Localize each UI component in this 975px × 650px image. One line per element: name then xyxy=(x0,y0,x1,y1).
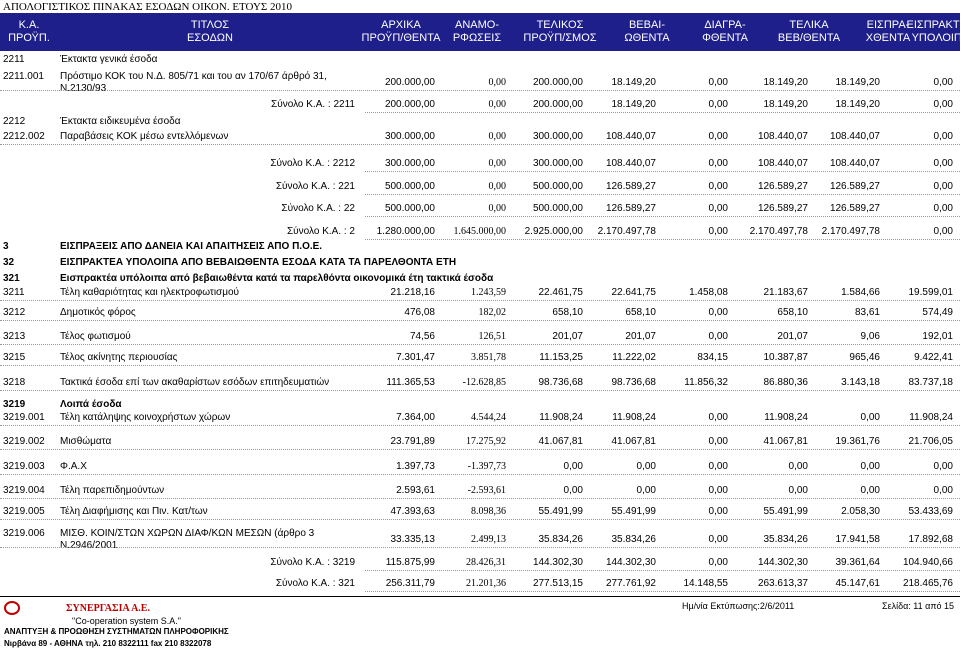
amount-cell: -12.628,85 xyxy=(462,377,506,388)
amount-cell: 218.465,76 xyxy=(902,578,953,589)
amount-cell: 18.149,20 xyxy=(611,99,656,110)
amount-cell: 35.834,26 xyxy=(611,534,656,545)
amount-cell: 201,07 xyxy=(777,331,808,342)
amount-cell: 11.222,02 xyxy=(612,352,656,363)
amount-cell: 0,00 xyxy=(708,181,728,192)
amount-cell: 47.393,63 xyxy=(390,506,435,517)
row-title: Έκτακτα γενικά έσοδα xyxy=(60,54,158,65)
row-divider xyxy=(0,474,960,475)
amount-cell: 0,00 xyxy=(933,461,953,472)
amount-cell: 17.941,58 xyxy=(835,534,880,545)
amount-cell: 28.426,31 xyxy=(466,557,506,568)
amount-cell: 45.147,61 xyxy=(835,578,880,589)
row-divider xyxy=(0,390,960,391)
row-title: Πρόστιμο ΚΟΚ του Ν.Δ. 805/71 και του αν 170/67 άρθρό 31, xyxy=(60,71,327,82)
row-divider xyxy=(0,344,960,345)
amount-cell: 574,49 xyxy=(922,307,953,318)
amount-cell: 0,00 xyxy=(708,307,728,318)
amount-cell: 21.183,67 xyxy=(763,287,808,298)
row-code: 2212.002 xyxy=(3,131,45,142)
amount-cell: 277.513,15 xyxy=(532,578,583,589)
amount-cell: 0,00 xyxy=(708,158,728,169)
amount-cell: 108.440,07 xyxy=(605,158,656,169)
subtotal-label: Σύνολο Κ.Α. : 3219 xyxy=(270,557,355,568)
row-code: 3219.001 xyxy=(3,412,45,423)
amount-cell: 0,00 xyxy=(788,461,808,472)
amount-cell: 4.544,24 xyxy=(471,412,506,423)
amount-cell: 0,00 xyxy=(708,99,728,110)
row-title: Παραβάσεις ΚΟΚ μέσω εντελλόμενων xyxy=(60,131,229,142)
company-address: Νιρβάνα 89 - ΑΘΗΝΑ τηλ. 210 8322111 fax 210 8322078 xyxy=(4,639,212,648)
amount-cell: 476,08 xyxy=(404,307,435,318)
amount-cell: 11.153,25 xyxy=(539,352,583,363)
amount-cell: 200.000,00 xyxy=(532,99,583,110)
amount-cell: 2.058,30 xyxy=(841,506,880,517)
column-header-2: ΤΙΤΛΟΣ ΕΣΟΔΩΝ xyxy=(187,19,233,44)
amount-cell: 23.791,89 xyxy=(390,436,435,447)
amount-cell: 11.856,32 xyxy=(684,377,728,388)
amount-cell: 144.302,30 xyxy=(605,557,656,568)
row-title-continued: Ν.2130/93 xyxy=(60,83,107,94)
company-tagline: ΑΝΑΠΤΥΞΗ & ΠΡΟΩΘΗΣΗ ΣΥΣΤΗΜΑΤΩΝ ΠΛΗΡΟΦΟΡΙΚΗΣ xyxy=(4,627,229,636)
amount-cell: 2.170.497,78 xyxy=(597,226,656,237)
amount-cell: 55.491,99 xyxy=(538,506,583,517)
amount-cell: 0,00 xyxy=(708,534,728,545)
row-divider xyxy=(0,300,960,301)
row-divider xyxy=(0,519,960,520)
row-code: 3219.005 xyxy=(3,506,45,517)
subtotal-label: Σύνολο Κ.Α. : 2212 xyxy=(270,158,355,169)
row-divider xyxy=(365,194,960,195)
column-header-6: ΒΕΒΑΙ- ΩΘΕΝΤΑ xyxy=(624,19,670,44)
amount-cell: 0,00 xyxy=(488,203,506,214)
amount-cell: 0,00 xyxy=(488,181,506,192)
amount-cell: 658,10 xyxy=(552,307,583,318)
subtotal-label: Σύνολο Κ.Α. : 221 xyxy=(275,181,355,192)
amount-cell: 126.589,27 xyxy=(829,203,880,214)
amount-cell: 0,00 xyxy=(563,461,583,472)
amount-cell: 201,07 xyxy=(552,331,583,342)
amount-cell: 83,61 xyxy=(854,307,880,318)
row-divider xyxy=(0,547,960,548)
amount-cell: 263.613,37 xyxy=(757,578,808,589)
amount-cell: 0,00 xyxy=(708,485,728,496)
row-title: Δημοτικός φόρος xyxy=(60,307,136,318)
column-header-4: ΑΝΑΜΟ- ΡΦΩΣΕΙΣ xyxy=(452,19,502,44)
amount-cell: 0,00 xyxy=(933,181,953,192)
amount-cell: 126.589,27 xyxy=(605,181,656,192)
amount-cell: 2.170.497,78 xyxy=(749,226,808,237)
amount-cell: 19.599,01 xyxy=(908,287,953,298)
row-title: ΜΙΣΘ. ΚΟΙΝ/ΣΤΩΝ ΧΩΡΩΝ ΔΙΑΦ/ΚΩΝ ΜΕΣΩΝ (άρθρο 3 xyxy=(60,528,315,539)
amount-cell: 500.000,00 xyxy=(532,203,583,214)
company-logo xyxy=(4,601,20,615)
amount-cell: 201,07 xyxy=(625,331,656,342)
amount-cell: 53.433,69 xyxy=(908,506,953,517)
amount-cell: 111.365,53 xyxy=(386,377,435,388)
amount-cell: 277.761,92 xyxy=(605,578,656,589)
amount-cell: 22.461,75 xyxy=(538,287,583,298)
amount-cell: 108.440,07 xyxy=(829,131,880,142)
row-title: Εισπρακτέα υπόλοιπα από βεβαιωθέντα κατά τα παρελθόντα οικονομικά έτη τακτικά έσοδα xyxy=(60,273,494,284)
amount-cell: 55.491,99 xyxy=(611,506,656,517)
amount-cell: 3.143,18 xyxy=(841,377,880,388)
row-code: 3219.006 xyxy=(3,528,45,539)
amount-cell: 21.706,05 xyxy=(908,436,953,447)
amount-cell: 965,46 xyxy=(849,352,880,363)
column-header-7: ΔΙΑΓΡΑ- ΦΘΕΝΤΑ xyxy=(702,19,748,44)
row-title-continued: Ν.2946/2001 xyxy=(60,540,118,551)
amount-cell: 0,00 xyxy=(933,203,953,214)
row-title: Τέλη κατάληψης κοινοχρήστων χώρων xyxy=(60,412,231,423)
amount-cell: 300.000,00 xyxy=(532,131,583,142)
row-title: ΕΙΣΠΡΑΚΤΕΑ ΥΠΟΛΟΙΠΑ ΑΠΟ ΒΕΒΑΙΩΘΕΝΤΑ ΕΣΟΔΑ ΚΑΤΑ ΤΑ ΠΑΡΕΛΘΟΝΤΑ ΕΤΗ xyxy=(60,257,457,268)
row-code: 3211 xyxy=(3,287,25,298)
row-divider xyxy=(0,498,960,499)
row-title: Μισθώματα xyxy=(60,436,112,447)
amount-cell: 500.000,00 xyxy=(384,181,435,192)
amount-cell: 658,10 xyxy=(625,307,656,318)
amount-cell: 0,00 xyxy=(708,436,728,447)
amount-cell: 22.641,75 xyxy=(611,287,656,298)
amount-cell: 0,00 xyxy=(860,485,880,496)
page-title: ΑΠΟΛΟΓΙΣΤΙΚΟΣ ΠΙΝΑΚΑΣ ΕΣΟΔΩΝ ΟΙΚΟΝ. ΕΤΟΥΣ 2010 xyxy=(3,1,293,13)
row-divider xyxy=(0,144,960,145)
amount-cell: 21.218,16 xyxy=(390,287,435,298)
row-divider xyxy=(0,449,960,450)
column-header-1: Κ.Α. ΠΡΟΫΠ. xyxy=(8,19,50,44)
amount-cell: 256.311,79 xyxy=(385,578,435,589)
amount-cell: 18.149,20 xyxy=(763,99,808,110)
row-code: 3218 xyxy=(3,377,26,388)
amount-cell: 0,00 xyxy=(788,485,808,496)
amount-cell: 126.589,27 xyxy=(829,181,880,192)
amount-cell: 0,00 xyxy=(488,158,506,169)
amount-cell: 108.440,07 xyxy=(757,131,808,142)
amount-cell: 0,00 xyxy=(933,131,953,142)
amount-cell: 39.361,64 xyxy=(835,557,880,568)
row-divider xyxy=(0,320,960,321)
subtotal-label: Σύνολο Κ.Α. : 321 xyxy=(275,578,355,589)
amount-cell: 11.908,24 xyxy=(764,412,808,423)
amount-cell: 74,56 xyxy=(409,331,435,342)
amount-cell: 108.440,07 xyxy=(757,158,808,169)
row-title: Τέλος ακίνητης περιουσίας xyxy=(60,352,178,363)
amount-cell: 21.201,36 xyxy=(466,578,506,589)
row-title: Έκτακτα ειδικευμένα έσοδα xyxy=(60,116,181,127)
amount-cell: 18.149,20 xyxy=(835,99,880,110)
row-divider xyxy=(0,425,960,426)
amount-cell: 0,00 xyxy=(488,77,506,88)
row-title: Τακτικά έσοδα επί των ακαθαρίστων εσόδων επιτηδευματιών xyxy=(60,377,330,388)
row-code: 3219 xyxy=(3,399,26,410)
column-header-5: ΤΕΛΙΚΟΣ ΠΡΟΫΠ/ΣΜΟΣ xyxy=(523,19,597,44)
amount-cell: 126,51 xyxy=(478,331,506,342)
amount-cell: 14.148,55 xyxy=(683,578,728,589)
amount-cell: 0,00 xyxy=(708,226,728,237)
amount-cell: 86.880,36 xyxy=(763,377,808,388)
amount-cell: -2.593,61 xyxy=(467,485,506,496)
amount-cell: 0,00 xyxy=(933,158,953,169)
column-header-8: ΤΕΛΙΚΑ ΒΕΒ/ΘΕΝΤΑ xyxy=(777,19,841,44)
row-code: 32 xyxy=(3,257,15,268)
row-title: Τέλη Διαφήμισης και Πιν. Κατ/των xyxy=(60,506,208,517)
row-code: 3212 xyxy=(3,307,26,318)
amount-cell: 0,00 xyxy=(488,131,506,142)
amount-cell: 115.875,99 xyxy=(385,557,435,568)
amount-cell: 1.280.000,00 xyxy=(376,226,435,237)
amount-cell: 1.397,73 xyxy=(396,461,435,472)
amount-cell: 0,00 xyxy=(933,226,953,237)
amount-cell: 0,00 xyxy=(563,485,583,496)
amount-cell: 35.834,26 xyxy=(538,534,583,545)
row-divider xyxy=(365,216,960,217)
amount-cell: 41.067,81 xyxy=(538,436,583,447)
row-title: Φ.Α.Χ xyxy=(60,461,87,472)
amount-cell: -1.397,73 xyxy=(467,461,506,472)
amount-cell: 126.589,27 xyxy=(757,203,808,214)
amount-cell: 0,00 xyxy=(708,461,728,472)
row-title: Τέλη παρεπιδημούντων xyxy=(60,485,165,496)
amount-cell: 11.908,24 xyxy=(909,412,953,423)
row-code: 3213 xyxy=(3,331,26,342)
amount-cell: 200.000,00 xyxy=(532,77,583,88)
row-code: 2212 xyxy=(3,116,26,127)
row-code: 3219.004 xyxy=(3,485,45,496)
company-system: "Co-operation system S.A." xyxy=(72,616,181,626)
row-code: 3219.002 xyxy=(3,436,45,447)
row-title: Λοιπά έσοδα xyxy=(60,399,122,410)
amount-cell: 98.736,68 xyxy=(611,377,656,388)
amount-cell: 11.908,24 xyxy=(612,412,656,423)
amount-cell: 17.892,68 xyxy=(908,534,953,545)
amount-cell: 104.940,66 xyxy=(902,557,953,568)
subtotal-label: Σύνολο Κ.Α. : 2 xyxy=(286,226,355,237)
amount-cell: 19.361,76 xyxy=(835,436,880,447)
row-title: ΕΙΣΠΡΑΞΕΙΣ ΑΠΟ ΔΑΝΕΙΑ ΚΑΙ ΑΠΑΙΤΗΣΕΙΣ ΑΠΟ Π.Ο.Ε. xyxy=(60,241,323,252)
amount-cell: 2.170.497,78 xyxy=(821,226,880,237)
column-header-9: ΕΙΣΠΡΑ- ΧΘΕΝΤΑ xyxy=(865,19,911,44)
amount-cell: 1.645.000,00 xyxy=(453,226,506,237)
amount-cell: 2.925.000,00 xyxy=(524,226,583,237)
amount-cell: 500.000,00 xyxy=(384,203,435,214)
amount-cell: 0,00 xyxy=(708,557,728,568)
amount-cell: 55.491,99 xyxy=(763,506,808,517)
amount-cell: 41.067,81 xyxy=(611,436,656,447)
column-header-3: ΑΡΧΙΚΑ ΠΡΟΫΠ/ΘΕΝΤΑ xyxy=(361,19,441,44)
row-title: Τέλος φωτισμού xyxy=(60,331,131,342)
row-code: 3215 xyxy=(3,352,26,363)
amount-cell: 0,00 xyxy=(933,77,953,88)
print-date: Ημ/νία Εκτύπωσης:2/6/2011 xyxy=(682,601,795,611)
amount-cell: 144.302,30 xyxy=(532,557,583,568)
row-code: 321 xyxy=(3,273,20,284)
row-code: 2211 xyxy=(3,54,25,65)
amount-cell: 18.149,20 xyxy=(611,77,656,88)
page-info: Σελίδα: 11 από 15 xyxy=(882,601,955,611)
amount-cell: 834,15 xyxy=(697,352,728,363)
amount-cell: 200.000,00 xyxy=(384,99,435,110)
amount-cell: 2.499,13 xyxy=(471,534,506,545)
amount-cell: 192,01 xyxy=(922,331,953,342)
amount-cell: 35.834,26 xyxy=(763,534,808,545)
amount-cell: 0,00 xyxy=(708,203,728,214)
amount-cell: 1.458,08 xyxy=(689,287,728,298)
amount-cell: 300.000,00 xyxy=(384,158,435,169)
amount-cell: 144.302,30 xyxy=(757,557,808,568)
amount-cell: 9,06 xyxy=(860,331,880,342)
company-name: ΣΥΝΕΡΓΑΣΙΑ Α.Ε. xyxy=(66,603,150,614)
column-header-10: ΕΙΣΠΡΑΚΤΕΟ ΥΠΟΛΟΙΠΟ xyxy=(906,19,975,44)
amount-cell: 658,10 xyxy=(777,307,808,318)
amount-cell: 1.584,66 xyxy=(841,287,880,298)
amount-cell: 2.593,61 xyxy=(396,485,435,496)
amount-cell: 10.387,87 xyxy=(763,352,808,363)
amount-cell: 0,00 xyxy=(708,131,728,142)
amount-cell: 0,00 xyxy=(708,506,728,517)
amount-cell: 11.908,24 xyxy=(539,412,583,423)
amount-cell: 500.000,00 xyxy=(532,181,583,192)
amount-cell: 18.149,20 xyxy=(835,77,880,88)
amount-cell: 200.000,00 xyxy=(384,77,435,88)
row-code: 3 xyxy=(3,241,9,252)
amount-cell: 126.589,27 xyxy=(605,203,656,214)
row-code: 2211.001 xyxy=(3,71,44,82)
amount-cell: 0,00 xyxy=(636,485,656,496)
amount-cell: 126.589,27 xyxy=(757,181,808,192)
amount-cell: 41.067,81 xyxy=(763,436,808,447)
amount-cell: 0,00 xyxy=(708,412,728,423)
row-divider xyxy=(365,171,960,172)
row-code: 3219.003 xyxy=(3,461,45,472)
amount-cell: 7.364,00 xyxy=(396,412,435,423)
amount-cell: 0,00 xyxy=(860,461,880,472)
row-divider xyxy=(0,365,960,366)
amount-cell: 108.440,07 xyxy=(829,158,880,169)
row-title: Τέλη καθαριότητας και ηλεκτροφωτισμού xyxy=(60,287,240,298)
subtotal-label: Σύνολο Κ.Α. : 2211 xyxy=(271,99,355,110)
amount-cell: 0,00 xyxy=(708,331,728,342)
amount-cell: 98.736,68 xyxy=(538,377,583,388)
amount-cell: 9.422,41 xyxy=(914,352,953,363)
amount-cell: 300.000,00 xyxy=(532,158,583,169)
row-divider xyxy=(0,90,960,91)
amount-cell: 0,00 xyxy=(933,485,953,496)
row-divider xyxy=(365,570,960,571)
footer-divider xyxy=(0,596,960,597)
amount-cell: 83.737,18 xyxy=(908,377,953,388)
row-divider xyxy=(365,112,960,113)
amount-cell: 0,00 xyxy=(860,412,880,423)
row-divider xyxy=(365,239,960,240)
column-header-bar xyxy=(0,13,975,51)
amount-cell: 8.098,36 xyxy=(471,506,506,517)
row-divider xyxy=(365,591,960,592)
amount-cell: 0,00 xyxy=(488,99,506,110)
amount-cell: 1.243,59 xyxy=(471,287,506,298)
amount-cell: 17.275,92 xyxy=(466,436,506,447)
amount-cell: 33.335,13 xyxy=(390,534,435,545)
amount-cell: 182,02 xyxy=(478,307,506,318)
amount-cell: 0,00 xyxy=(708,77,728,88)
amount-cell: 0,00 xyxy=(636,461,656,472)
amount-cell: 0,00 xyxy=(933,99,953,110)
amount-cell: 7.301,47 xyxy=(396,352,435,363)
amount-cell: 108.440,07 xyxy=(605,131,656,142)
amount-cell: 18.149,20 xyxy=(763,77,808,88)
subtotal-label: Σύνολο Κ.Α. : 22 xyxy=(281,203,355,214)
amount-cell: 300.000,00 xyxy=(384,131,435,142)
amount-cell: 3.851,78 xyxy=(471,352,506,363)
